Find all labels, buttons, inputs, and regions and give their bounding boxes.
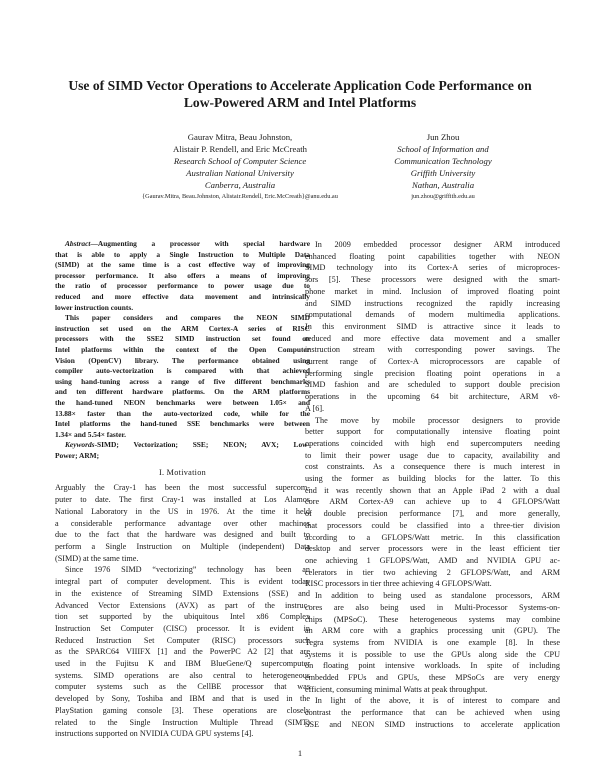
text-line: performing single precision floating point operations in a xyxy=(305,368,560,378)
keywords-line: Keywords-SIMD; Vectorization; SSE; NEON; AVX; Low- xyxy=(65,440,310,450)
right-column xyxy=(305,239,560,731)
abstract-line: reduced and more effective data movement and intrinsically xyxy=(55,291,310,301)
text-line: that processors could be classified into a three-tier division xyxy=(305,520,560,530)
text-line: current range of Cortex-A microprocessors are capable of xyxy=(305,357,560,367)
text-line: and SIMD instructions recognized the rapidly increasing xyxy=(305,298,560,308)
abstract-line: This paper considers and compares the NEON SIMD xyxy=(65,313,310,323)
affiliation-line: Australian National University xyxy=(186,168,294,178)
affiliation-line: Canberra, Australia xyxy=(204,180,276,190)
text-line: developed by Sony, Toshiba and IBM and that is used in the xyxy=(55,694,310,704)
text-line: to limit their power usage due to capacity, availability and xyxy=(305,450,560,460)
text-line: better support for computationally intensive floating point xyxy=(305,427,560,437)
abstract-line: 13.88× faster than the auto-vectorized code, while for the xyxy=(55,408,310,418)
body-paragraph xyxy=(55,482,310,564)
text-line: chips (MPSoC). These heterogeneous systems may combine xyxy=(305,614,560,624)
author-block-anu xyxy=(130,131,350,202)
text-line: The move by mobile processor designers to provide xyxy=(315,415,560,425)
affiliation-line: Griffith University xyxy=(410,168,476,178)
text-line: instruction stream with corresponding power savings. The xyxy=(305,345,560,355)
text-line: SIMD technology into its Cortex-A series of microproces- xyxy=(305,263,560,273)
text-line: on floating point intensive workloads. In spite of including xyxy=(305,661,560,671)
text-line: core ARM Cortex-A9 can achieve up to 4 GFLOPS/Watt xyxy=(305,497,560,507)
author-names: Gaurav Mitra, Beau Johnston, xyxy=(187,132,293,142)
abstract-line: processors with the SSE2 SIMD instruction set found on xyxy=(55,334,310,344)
abstract-line: Abstract—Augmenting a processor with special hardware xyxy=(65,239,310,248)
abstract-line: that is able to apply a Single Instruction to Multiple Data xyxy=(55,249,310,259)
abstract-line: 1.34× and 5.54× faster. xyxy=(55,429,126,439)
text-line: according to a GFLOPS/Watt metric. In this classification xyxy=(305,532,560,542)
keywords-line: Power; ARM; xyxy=(55,450,100,460)
text-line: cost constraints. As a consequence there is much interest in xyxy=(305,462,560,472)
text-line: systems it is possible to use the GPUs along side the CPU xyxy=(305,649,560,659)
text-line: an ARM core with a graphics processing unit (GPU). The xyxy=(305,626,560,636)
abstract xyxy=(55,239,310,461)
text-line: contrast the performance that can be achieved when using xyxy=(305,708,560,718)
text-line: In 2009 embedded processor designer ARM introduced xyxy=(315,240,560,249)
text-line: desktop and server processors were in the least efficient tier xyxy=(305,544,560,554)
body-paragraph xyxy=(305,239,560,415)
abstract-line: Vision (OpenCV) library. The performance obtained using xyxy=(55,355,310,365)
abstract-label: Abstract— xyxy=(65,239,98,248)
affiliation-line: Nathan, Australia xyxy=(411,180,475,190)
text-line: operations coincided with high end supercomputers needing xyxy=(305,438,560,448)
abstract-line: compiler auto-vectorization is compared with that achieved xyxy=(55,366,310,376)
page-number: 1 xyxy=(297,748,303,758)
author-email: jun.zhou@griffith.edu.au xyxy=(411,193,475,200)
text-line: integral part of computer development. This is evident today xyxy=(55,577,310,587)
affiliation-line: School of Information and xyxy=(397,144,489,154)
text-line: enhanced floating point capabilities together with NEON xyxy=(305,251,560,261)
text-line: A [6]. xyxy=(305,403,325,413)
text-line: perform a Single Instruction on Multiple (independent) Data xyxy=(55,541,310,551)
title-line: Use of SIMD Vector Operations to Accelerate Application Code Performance on xyxy=(68,78,532,93)
author-block-griffith xyxy=(372,131,514,202)
text-line: embedded FPUs and GPUs, these MPSoCs are very energy xyxy=(305,673,560,683)
text-line: SIMD fashion and are scheduled to support double precision xyxy=(305,380,560,390)
abstract-line: lower instruction counts. xyxy=(55,302,134,312)
abstract-line: the ratio of processor performance to power usage due to xyxy=(55,281,310,291)
text-line: used in the Fujitsu K and IBM BlueGene/Q supercomputer xyxy=(55,659,310,669)
text-line: Tegra systems from NVIDIA is one example [8]. In these xyxy=(305,637,560,647)
abstract-line: using hand-tuning across a range of five different benchmarks xyxy=(55,376,310,386)
abstract-line: instruction set used on the ARM Cortex-A series of RISC xyxy=(55,323,310,333)
abstract-line: Intel platforms within the context of the Open Computer xyxy=(55,344,310,354)
abstract-line: (SIMD) at the same time is a cost effective way of improving xyxy=(55,260,310,270)
text-line: In this environment SIMD is attractive since it leads to xyxy=(305,321,560,331)
keywords-label: Keywords xyxy=(65,440,95,450)
text-line: as the SPARC64 VIIIFX [1] and the PowerPC A2 [2] that are xyxy=(55,647,310,657)
text-line: end it was recently shown that an Apple iPad 2 with a dual xyxy=(305,485,560,495)
body-paragraph xyxy=(305,590,560,695)
author-names: Alistair P. Rendell, and Eric McCreath xyxy=(173,144,307,154)
text-line: (SIMD) at the same time. xyxy=(55,553,139,563)
text-line: PlayStation gaming console [3]. These operations are closely xyxy=(55,705,310,715)
text-line: computational demands of modern multimedia applications. xyxy=(305,310,560,320)
abstract-line: processor performance. It also offers a means of improving xyxy=(55,270,310,280)
text-line: tion set supported by the ubiquitous Intel x86 Complex xyxy=(55,612,310,622)
text-line: Reduced Instruction Set Computer (RISC) processors such xyxy=(55,635,310,645)
text-line: efficient, consuming minimal Watts at peak throughput. xyxy=(305,684,488,694)
affiliation-line: Research School of Computer Science xyxy=(173,156,307,166)
body-paragraph xyxy=(305,695,560,730)
text-line: puter to date. The first Cray-1 was installed at Los Alamos xyxy=(55,495,310,505)
text-line: In addition to being used as standalone processors, ARM xyxy=(315,591,560,601)
author-email: {Gaurav.Mitra, Beau.Johnston, Alistair.Rendell, Eric.McCreath}@anu.edu.au xyxy=(142,193,338,200)
abstract-line: the hand-tuned NEON benchmarks were between 1.05× and xyxy=(55,397,310,407)
text-line: of double precision performance [7], and more generally, xyxy=(305,509,560,519)
text-line: sors [5]. These processors were designed with the smart- xyxy=(305,275,560,285)
text-line: related to the Single Instruction Multiple Thread (SIMT) xyxy=(55,717,310,727)
text-line: In light of the above, it is of interest to compare and xyxy=(315,696,560,706)
text-line: SSE and NEON SIMD instructions to accelerate application xyxy=(305,719,560,729)
abstract-line: and ten different hardware platforms. On the ARM platforms xyxy=(55,387,310,397)
text-line: a considerable performance advantage over other machines xyxy=(55,518,310,528)
text-line: Instruction Set Computer (CISC) processor. It is evident in xyxy=(55,623,310,633)
text-line: Since 1976 SIMD “vectorizing” technology has been an xyxy=(65,565,310,575)
body-paragraph xyxy=(305,415,560,591)
body-paragraph xyxy=(55,564,310,740)
text-line: cores are also being used in Multi-Processor Systems-on- xyxy=(305,602,560,612)
paper-title xyxy=(40,77,560,111)
text-line: computer systems such as the CellBE processor that was xyxy=(55,682,310,692)
text-line: due to the fact that the hardware was designed and built to xyxy=(55,530,310,540)
text-line: Arguably the Cray-1 has been the most successful supercom- xyxy=(55,483,310,493)
text-line: phone market in mind. Inclusion of improved floating point xyxy=(305,286,560,296)
text-line: instructions supported on NVIDIA CUDA GPU systems [4]. xyxy=(55,729,254,739)
abstract-line: Intel platforms the hand-tuned SSE benchmarks were between xyxy=(55,419,310,429)
text-line: Advanced Vector Extensions (AVX) as part of the instruc- xyxy=(55,600,310,610)
text-line: celerators in tier two achieving 2 GFLOPS/Watt, and ARM xyxy=(305,567,560,577)
affiliation-line: Communication Technology xyxy=(394,156,492,166)
text-line: in the existence of Streaming SIMD Extensions (SSE) and xyxy=(55,588,310,598)
left-column xyxy=(55,239,310,740)
text-line: using the former as building blocks for the latter. To this xyxy=(305,474,560,484)
text-line: one achieving 1 GFLOPS/Watt, AMD and NVIDIA GPU ac- xyxy=(305,555,560,565)
text-line: operations in the upcoming 64 bit architecture, ARM v8- xyxy=(305,392,560,402)
text-line: RISC processors in tier three achieving 4 GFLOPS/Watt. xyxy=(305,579,492,589)
text-line: systems. SIMD operations are also central to heterogeneous xyxy=(55,670,310,680)
text-line: National Laboratory in the US in 1976. At the time it held xyxy=(55,506,310,516)
section-heading: I. Motivation xyxy=(158,468,207,478)
title-line: Low-Powered ARM and Intel Platforms xyxy=(183,95,417,110)
author-names: Jun Zhou xyxy=(426,132,460,142)
text-line: reduced and more effective data movement and a smaller xyxy=(305,333,560,343)
